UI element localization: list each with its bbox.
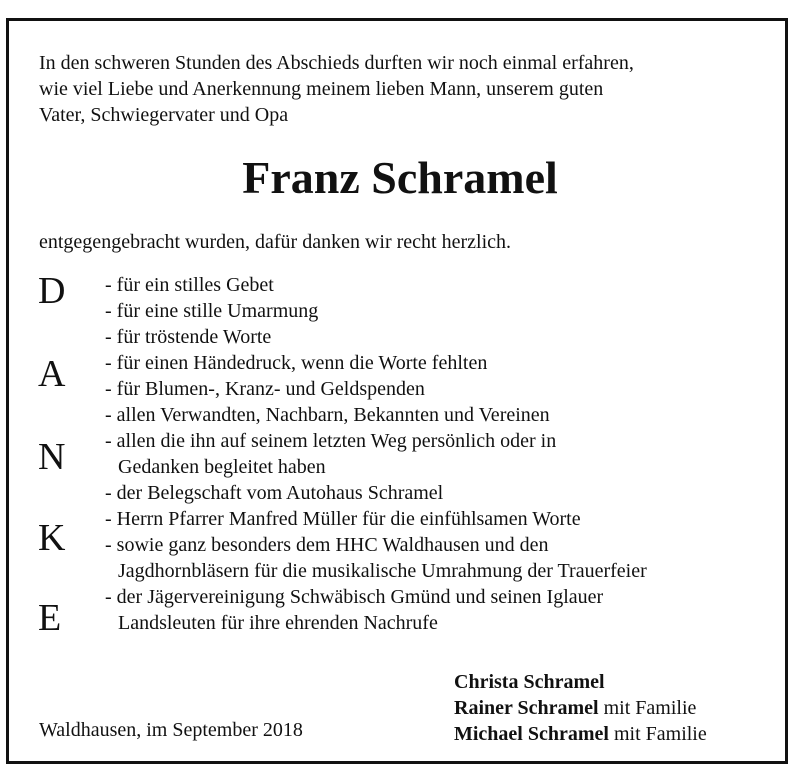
intro-full-text: [0, 0, 1, 1]
signer: [454, 695, 707, 721]
list-item: [105, 532, 795, 584]
list-item-text: - Herrn Pfarrer Manfred Müller für die einfühlsamen Worte: [105, 508, 581, 530]
list-item-text: - allen Verwandten, Nachbarn, Bekannten und Vereinen: [105, 404, 550, 426]
signer: [454, 721, 707, 747]
signer: [454, 669, 707, 695]
list-item: [105, 298, 795, 324]
danke-letter: K: [38, 517, 66, 559]
danke-letter: A: [38, 353, 66, 395]
list-item: [105, 376, 795, 402]
signer-name: Rainer Schramel: [454, 697, 599, 719]
list-item-text: - für einen Händedruck, wenn die Worte fehlten: [105, 352, 488, 374]
list-item: [105, 428, 795, 480]
list-item: [105, 402, 795, 428]
list-item: [105, 584, 795, 636]
list-item: [105, 272, 795, 298]
list-item-continuation: Landsleuten für ihre ehrenden Nachrufe: [118, 612, 438, 634]
list-item: [105, 480, 795, 506]
list-item: [105, 324, 795, 350]
intro-line: wie viel Liebe und Anerkennung meinem lieben Mann, unserem guten: [39, 78, 604, 100]
signers-list: [454, 669, 707, 747]
signer-name: Christa Schramel: [454, 671, 605, 693]
intro-line: In den schweren Stunden des Abschieds durften wir noch einmal erfahren,: [39, 52, 634, 74]
list-item-text: - der Belegschaft vom Autohaus Schramel: [105, 482, 444, 504]
danke-letter: D: [38, 270, 66, 312]
thanks-list: [105, 272, 795, 636]
list-item: [105, 350, 795, 376]
list-item-continuation: Gedanken begleitet haben: [118, 456, 326, 478]
list-item-text: - für Blumen-, Kranz- und Geldspenden: [105, 378, 425, 400]
deceased-name: Franz Schramel: [242, 152, 558, 203]
danke-letter: N: [38, 436, 66, 478]
list-item-text: - allen die ihn auf seinem letzten Weg persönlich oder in: [105, 430, 557, 452]
signer-suffix: mit Familie: [598, 697, 697, 719]
thanks-line: entgegengebracht wurden, dafür danken wir recht herzlich.: [39, 231, 512, 253]
list-item-text: - der Jägervereinigung Schwäbisch Gmünd und seinen Iglauer: [105, 586, 604, 608]
intro-line: Vater, Schwiegervater und Opa: [39, 104, 289, 126]
list-item-text: - für tröstende Worte: [105, 326, 272, 348]
list-item-text: - für eine stille Umarmung: [105, 300, 319, 322]
list-item-text: - für ein stilles Gebet: [105, 274, 274, 296]
danke-letter: E: [38, 597, 62, 639]
intro-text: [39, 50, 779, 128]
signer-name: Michael Schramel: [454, 723, 609, 745]
list-item-continuation: Jagdhornbläsern für die musikalische Umrahmung der Trauerfeier: [118, 560, 647, 582]
list-item: [105, 506, 795, 532]
list-item-text: - sowie ganz besonders dem HHC Waldhausen und den: [105, 534, 549, 556]
signer-suffix: mit Familie: [608, 723, 707, 745]
place-date: Waldhausen, im September 2018: [39, 719, 303, 741]
